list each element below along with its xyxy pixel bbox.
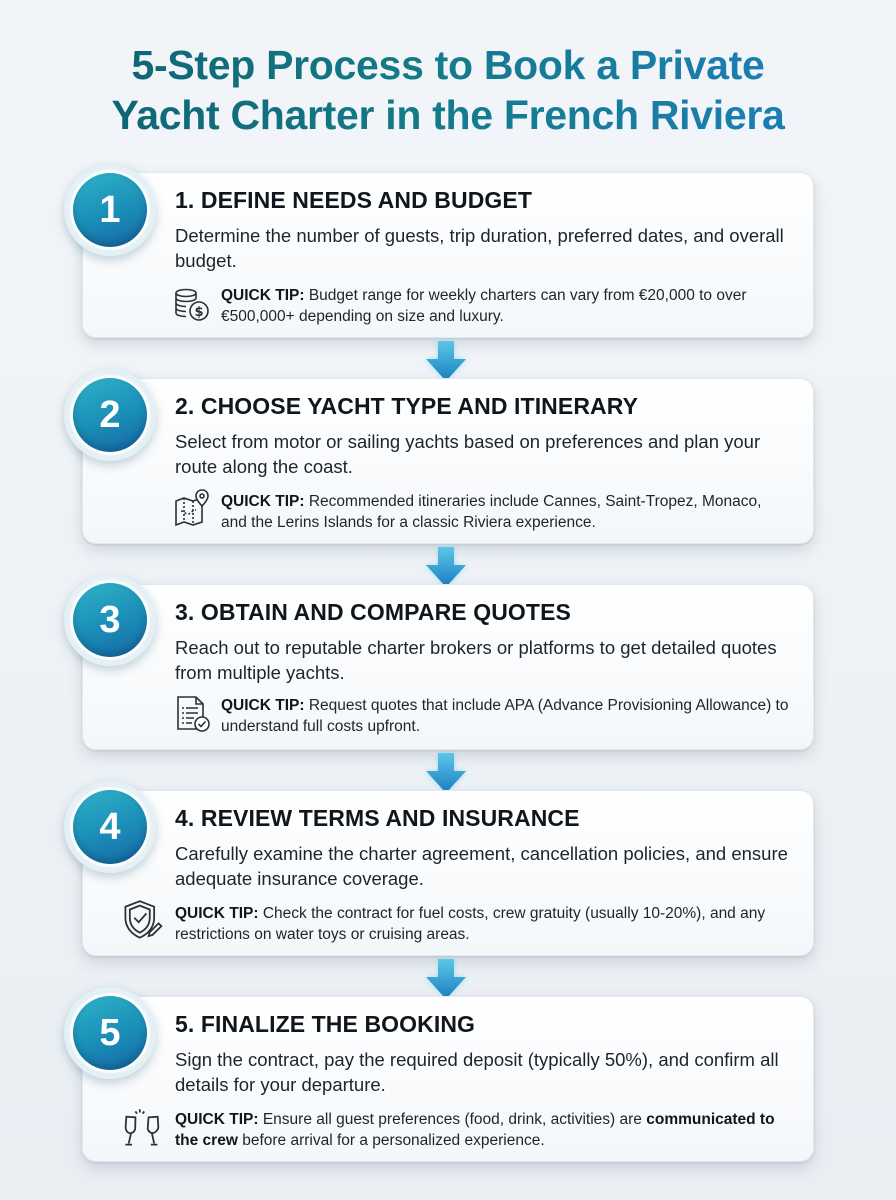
- quick-tip-label: QUICK TIP:: [221, 697, 305, 714]
- title-line-2: Yacht Charter in the French Riviera: [111, 92, 785, 138]
- quick-tip-text: Request quotes that include APA (Advance Provisioning Allowance) to understand full costs upfront.: [221, 697, 789, 735]
- step-card-5: [82, 996, 814, 1162]
- step-description: Carefully examine the charter agreement, cancellation policies, and ensure adequate insurance coverage.: [175, 843, 788, 889]
- title-line-1: 5-Step Process to Book a Private: [131, 42, 765, 88]
- step-number: 3: [73, 583, 147, 657]
- step-description: Determine the number of guests, trip duration, preferred dates, and overall budget.: [175, 225, 784, 271]
- step-badge-4: [64, 781, 156, 873]
- quick-tip: [221, 695, 791, 737]
- champagne-glasses-icon: [121, 1107, 163, 1149]
- quick-tip-label: QUICK TIP:: [175, 905, 259, 922]
- coins-dollar-icon: [173, 285, 211, 323]
- step-card-1: [82, 172, 814, 338]
- step-title: 5. FINALIZE THE BOOKING: [175, 1011, 476, 1037]
- quick-tip-label: QUICK TIP:: [221, 493, 305, 510]
- svg-text:$: $: [194, 305, 204, 320]
- step-card-3: [82, 584, 814, 750]
- quick-tip-label: QUICK TIP:: [175, 1111, 259, 1128]
- step-description: Sign the contract, pay the required deposit (typically 50%), and confirm all details for your departure.: [175, 1049, 779, 1095]
- map-pin-icon: [173, 489, 211, 527]
- shield-check-icon: [121, 899, 163, 941]
- page-title: [0, 40, 896, 140]
- step-title: 4. REVIEW TERMS AND INSURANCE: [175, 805, 580, 831]
- step-badge-5: [64, 987, 156, 1079]
- quick-tip: [175, 1109, 795, 1151]
- step-title: 2. CHOOSE YACHT TYPE AND ITINERARY: [175, 393, 639, 419]
- step-title: 3. OBTAIN AND COMPARE QUOTES: [175, 599, 571, 625]
- step-number: 4: [73, 790, 147, 864]
- step-badge-3: [64, 574, 156, 666]
- quick-tip-text: Budget range for weekly charters can vary from €20,000 to over €500,000+ depending on size and luxury.: [221, 287, 747, 325]
- step-number: 1: [73, 173, 147, 247]
- quick-tip: [221, 491, 791, 533]
- quick-tip-text: Ensure all guest preferences (food, drink, activities) are: [262, 1111, 642, 1128]
- quick-tip-text-end: before arrival for a personalized experience.: [242, 1132, 545, 1149]
- step-badge-1: [64, 164, 156, 256]
- step-number: 5: [73, 996, 147, 1070]
- document-check-icon: [173, 695, 211, 733]
- quick-tip-bold-text: communicated to the crew: [175, 1111, 775, 1149]
- step-badge-2: [64, 369, 156, 461]
- step-description: Reach out to reputable charter brokers or platforms to get detailed quotes from multiple yachts.: [175, 637, 777, 683]
- quick-tip-text: Recommended itineraries include Cannes, Saint-Tropez, Monaco, and the Lerins Islands for a classic Riviera experience.: [221, 493, 762, 531]
- quick-tip-label: QUICK TIP:: [221, 287, 305, 304]
- step-title: 1. DEFINE NEEDS AND BUDGET: [175, 187, 533, 213]
- quick-tip: [175, 903, 795, 945]
- step-description: Select from motor or sailing yachts based on preferences and plan your route along the coast.: [175, 431, 761, 477]
- quick-tip-text: Check the contract for fuel costs, crew gratuity (usually 10-20%), and any restrictions on water toys or cruising areas.: [175, 905, 766, 943]
- step-card-4: [82, 790, 814, 956]
- step-number: 2: [73, 378, 147, 452]
- step-card-2: [82, 378, 814, 544]
- quick-tip: [221, 285, 791, 327]
